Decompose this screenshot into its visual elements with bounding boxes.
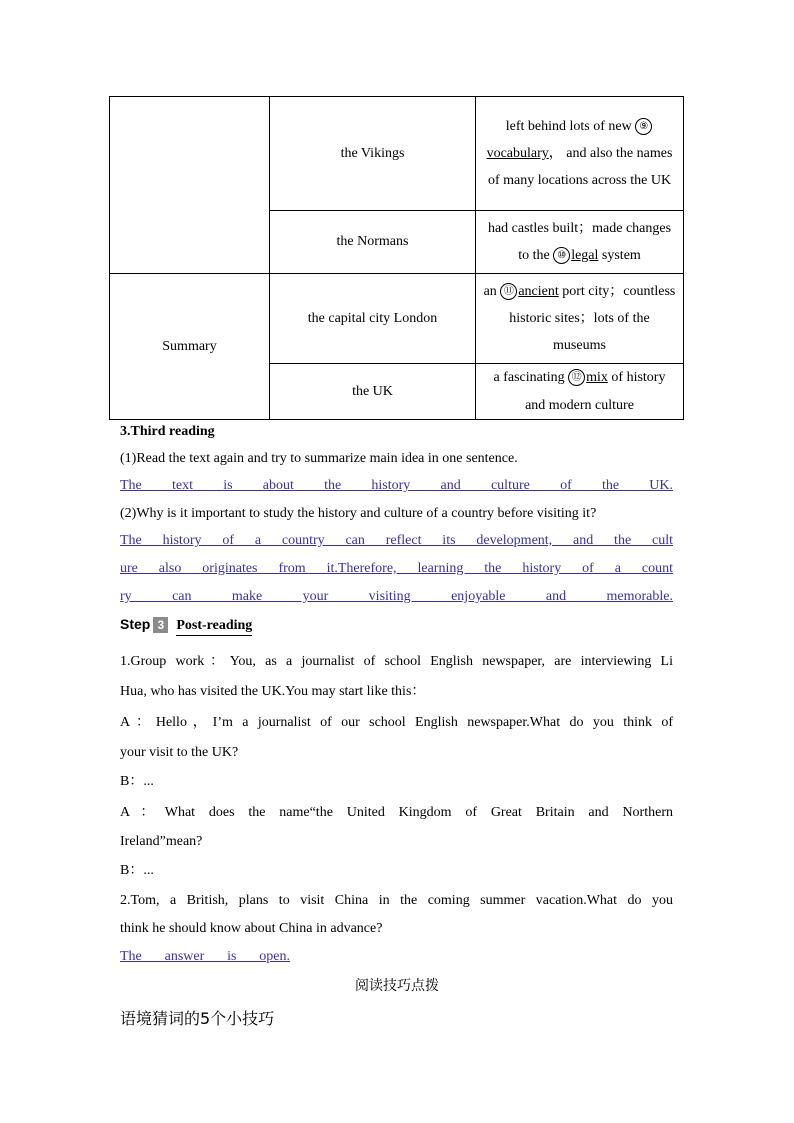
desc-text: ， and also the names of many locations across the UK bbox=[487, 145, 673, 189]
blank-number: ⑨ bbox=[635, 118, 652, 135]
question-tom-line-1: 2.Tom, a British, plans to visit China in the coming summer vacation.What do you bbox=[120, 893, 673, 908]
dialog-a-line-1: A：Hello，I’m a journalist of our school English newspaper.What do you think of bbox=[120, 715, 673, 730]
dialog-a2-line-1: A：What does the name“the United Kingdom of Great Britain and Northern bbox=[120, 805, 673, 820]
desc-text: port city；countless historic sites；lots of the museums bbox=[509, 283, 676, 354]
blank-number: ⑩ bbox=[553, 247, 570, 264]
desc-cell bbox=[476, 97, 684, 211]
dialog-b-2: B：... bbox=[120, 863, 154, 878]
reading-tips-title: 阅读技巧点拨 bbox=[355, 978, 439, 994]
answer-open bbox=[120, 943, 290, 971]
subject-cell: the capital city London bbox=[270, 274, 476, 364]
dialog-b-1: B：... bbox=[120, 774, 154, 789]
dialog-a2-line-2: Ireland”mean? bbox=[120, 834, 203, 849]
group-work-line-1: 1.Group work：You, as a journalist of school English newspaper, are interviewing Li bbox=[120, 654, 673, 669]
answer-open-text: The answer is open. bbox=[120, 949, 290, 964]
desc-text: an bbox=[483, 283, 501, 299]
blank-number: ⑪ bbox=[500, 283, 517, 300]
group-cell-summary: Summary bbox=[110, 274, 270, 420]
group-work-line-2: Hua, who has visited the UK.You may start like this： bbox=[120, 684, 426, 699]
blank-answer: legal bbox=[571, 248, 599, 263]
blank-answer: vocabulary bbox=[486, 145, 549, 161]
desc-text: of history and modern culture bbox=[525, 370, 666, 413]
desc-text: a fascinating bbox=[493, 370, 569, 386]
reading-tips-subtitle: 语境猜词的5个小技巧 bbox=[120, 1009, 275, 1028]
step-label: Step bbox=[120, 616, 151, 632]
desc-cell bbox=[476, 274, 684, 364]
desc-text: system bbox=[598, 248, 641, 263]
answer-2-line-1: The history of a country can reflect its development, and the cult bbox=[120, 533, 673, 548]
desc-text: had castles built；made changes to the bbox=[487, 220, 672, 263]
answer-2-line-2: ure also originates from it.Therefore, learning the history of a count bbox=[120, 561, 673, 576]
subject-cell: the UK bbox=[270, 364, 476, 420]
blank-number: ⑫ bbox=[568, 369, 585, 386]
step-number-badge: 3 bbox=[153, 617, 168, 633]
question-tom-line-2: think he should know about China in advance? bbox=[120, 921, 383, 936]
desc-cell bbox=[476, 211, 684, 274]
third-reading-heading: 3.Third reading bbox=[120, 424, 215, 439]
desc-text: left behind lots of new bbox=[505, 118, 636, 134]
step-title: Post-reading bbox=[176, 618, 252, 636]
blank-answer: mix bbox=[586, 370, 608, 386]
step-heading bbox=[120, 616, 252, 634]
dialog-a-line-2: your visit to the UK? bbox=[120, 745, 239, 760]
question-2: (2)Why is it important to study the history and culture of a country before visiting it? bbox=[120, 506, 597, 521]
subject-cell: the Vikings bbox=[270, 97, 476, 211]
answer-1: The text is about the history and culture of the UK. bbox=[120, 478, 673, 493]
blank-answer: ancient bbox=[518, 283, 559, 299]
answer-2-line-3: ry can make your visiting enjoyable and memorable. bbox=[120, 589, 673, 604]
group-cell-empty bbox=[110, 97, 270, 274]
question-1: (1)Read the text again and try to summarize main idea in one sentence. bbox=[120, 451, 518, 466]
subject-cell: the Normans bbox=[270, 211, 476, 274]
summary-table bbox=[109, 96, 684, 420]
desc-cell bbox=[476, 364, 684, 420]
